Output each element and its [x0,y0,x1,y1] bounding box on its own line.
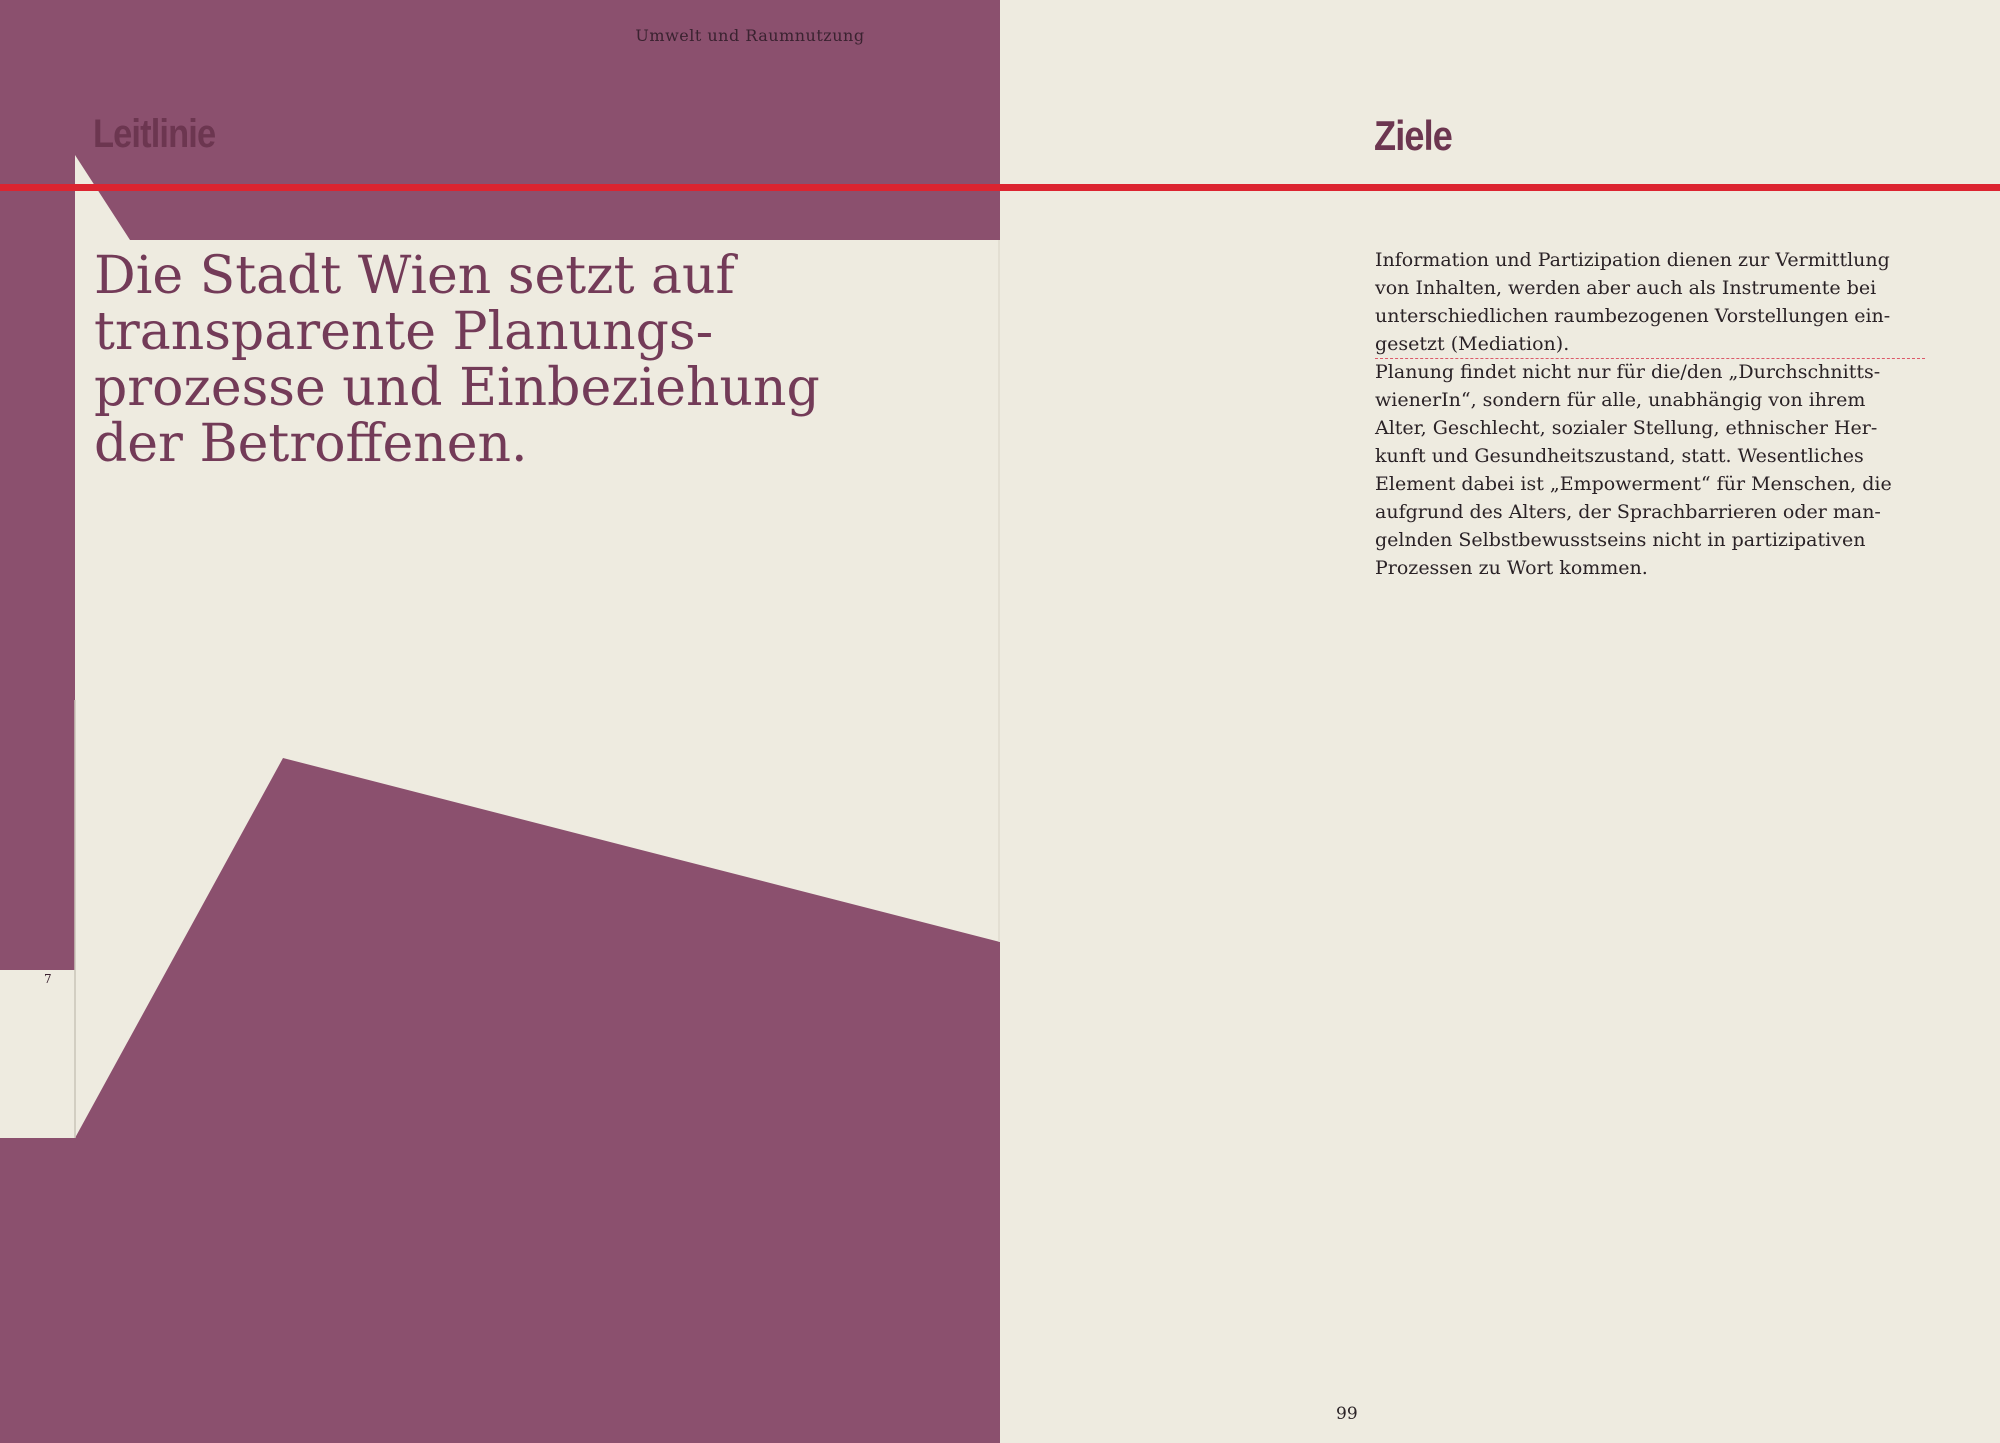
section-label-leitlinie: Leitlinie [93,112,216,156]
text-line: aufgrund des Alters, der Sprachbarrieren oder man- [1375,501,1881,523]
paragraph-planung [1375,358,1955,582]
text-line: Information und Partizipation dienen zur Vermittlung [1375,249,1890,271]
text-line: gelnden Selbstbewusstseins nicht in partizipativen [1375,529,1866,551]
headline-line: der Betroffenen. [94,414,528,474]
text-line: Alter, Geschlecht, sozialer Stellung, ethnischer Her- [1375,417,1878,439]
text-line: wienerIn“, sondern für alle, unabhängig von ihrem [1375,389,1866,411]
headline-line: transparente Planungs- [94,302,714,362]
page-edge-tab [0,970,75,1138]
headline [94,248,854,472]
page-number-left: 7 [44,972,52,986]
headline-line: Die Stadt Wien setzt auf [94,246,735,306]
text-line: kunft und Gesundheitszustand, statt. Wesentliches [1375,445,1864,467]
text-line: Planung findet nicht nur für die/den „Durchschnitts- [1375,361,1881,383]
text-line: gesetzt (Mediation). [1375,333,1570,355]
right-page [1000,0,2000,1443]
text-line: unterschiedlichen raumbezogenen Vorstellungen ein- [1375,305,1891,327]
red-rule [0,184,2000,191]
text-line: von Inhalten, werden aber auch als Instrumente bei [1375,277,1877,299]
paragraph-information [1375,246,1955,358]
text-line: Prozessen zu Wort kommen. [1375,557,1648,579]
page-number-right: 99 [1336,1404,1358,1424]
text-line: Element dabei ist „Empowerment“ für Menschen, die [1375,473,1892,495]
running-head: Umwelt und Raumnutzung [635,26,865,45]
section-label-ziele: Ziele [1374,112,1453,159]
headline-line: prozesse und Einbeziehung [94,358,820,418]
